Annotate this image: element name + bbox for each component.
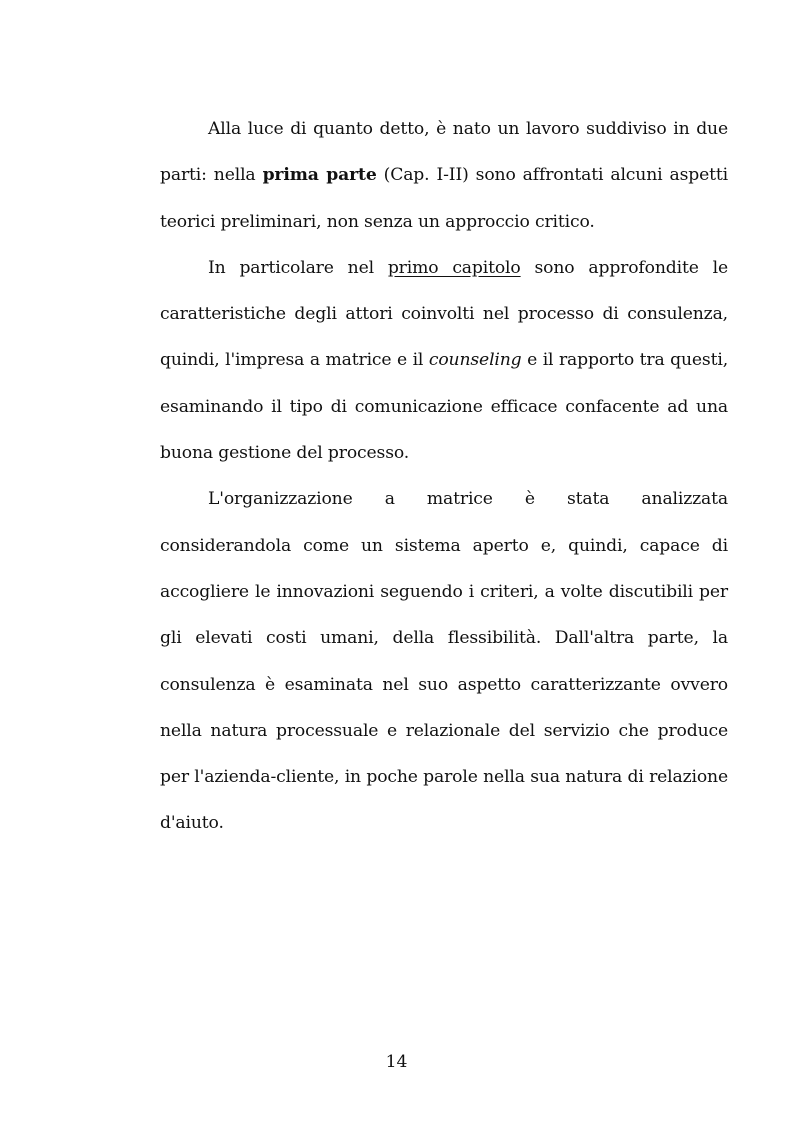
page-number: 14 — [385, 1052, 408, 1072]
paragraph-1-text-a: Alla luce di quanto detto, è nato un lavoro suddiviso in due parti: nella — [160, 119, 728, 186]
paragraph-1 — [160, 106, 728, 245]
paragraph-1-bold-term: prima parte — [262, 165, 377, 186]
paragraph-1-text-b: (Cap. I-II) sono affrontati alcuni aspetti teorici preliminari, non senza un approccio critico. — [160, 165, 729, 232]
paragraph-2-text-a: In particolare nel — [208, 257, 388, 278]
paragraph-2-text-b: sono approfondite le caratteristiche degli attori coinvolti nel processo di consulenza, quindi, l'impresa a matrice e il — [160, 257, 728, 371]
body-text — [160, 106, 728, 847]
paragraph-2-italic-term: counseling — [428, 350, 522, 371]
paragraph-2-underlined-term: primo capitolo — [387, 257, 521, 278]
paragraph-3: L'organizzazione a matrice è stata analizzata considerandola come un sistema aperto e, quindi, capace di accogliere le innovazioni seguendo i criteri, a volte discutibili per gli elevati costi umani, della flessibilità. Dall'altra parte, la consulenza è esaminata nel suo aspetto caratterizzante ovvero nella natura processuale e relazionale del servizio che produce per l'azienda-cliente, in poche parole nella sua natura di relazione d'aiuto. — [160, 489, 728, 834]
paragraph-2-text-c: e il rapporto tra questi, esaminando il tipo di comunicazione efficace confacente ad una buona gestione del processo. — [160, 350, 729, 464]
paragraph-2 — [160, 245, 728, 476]
